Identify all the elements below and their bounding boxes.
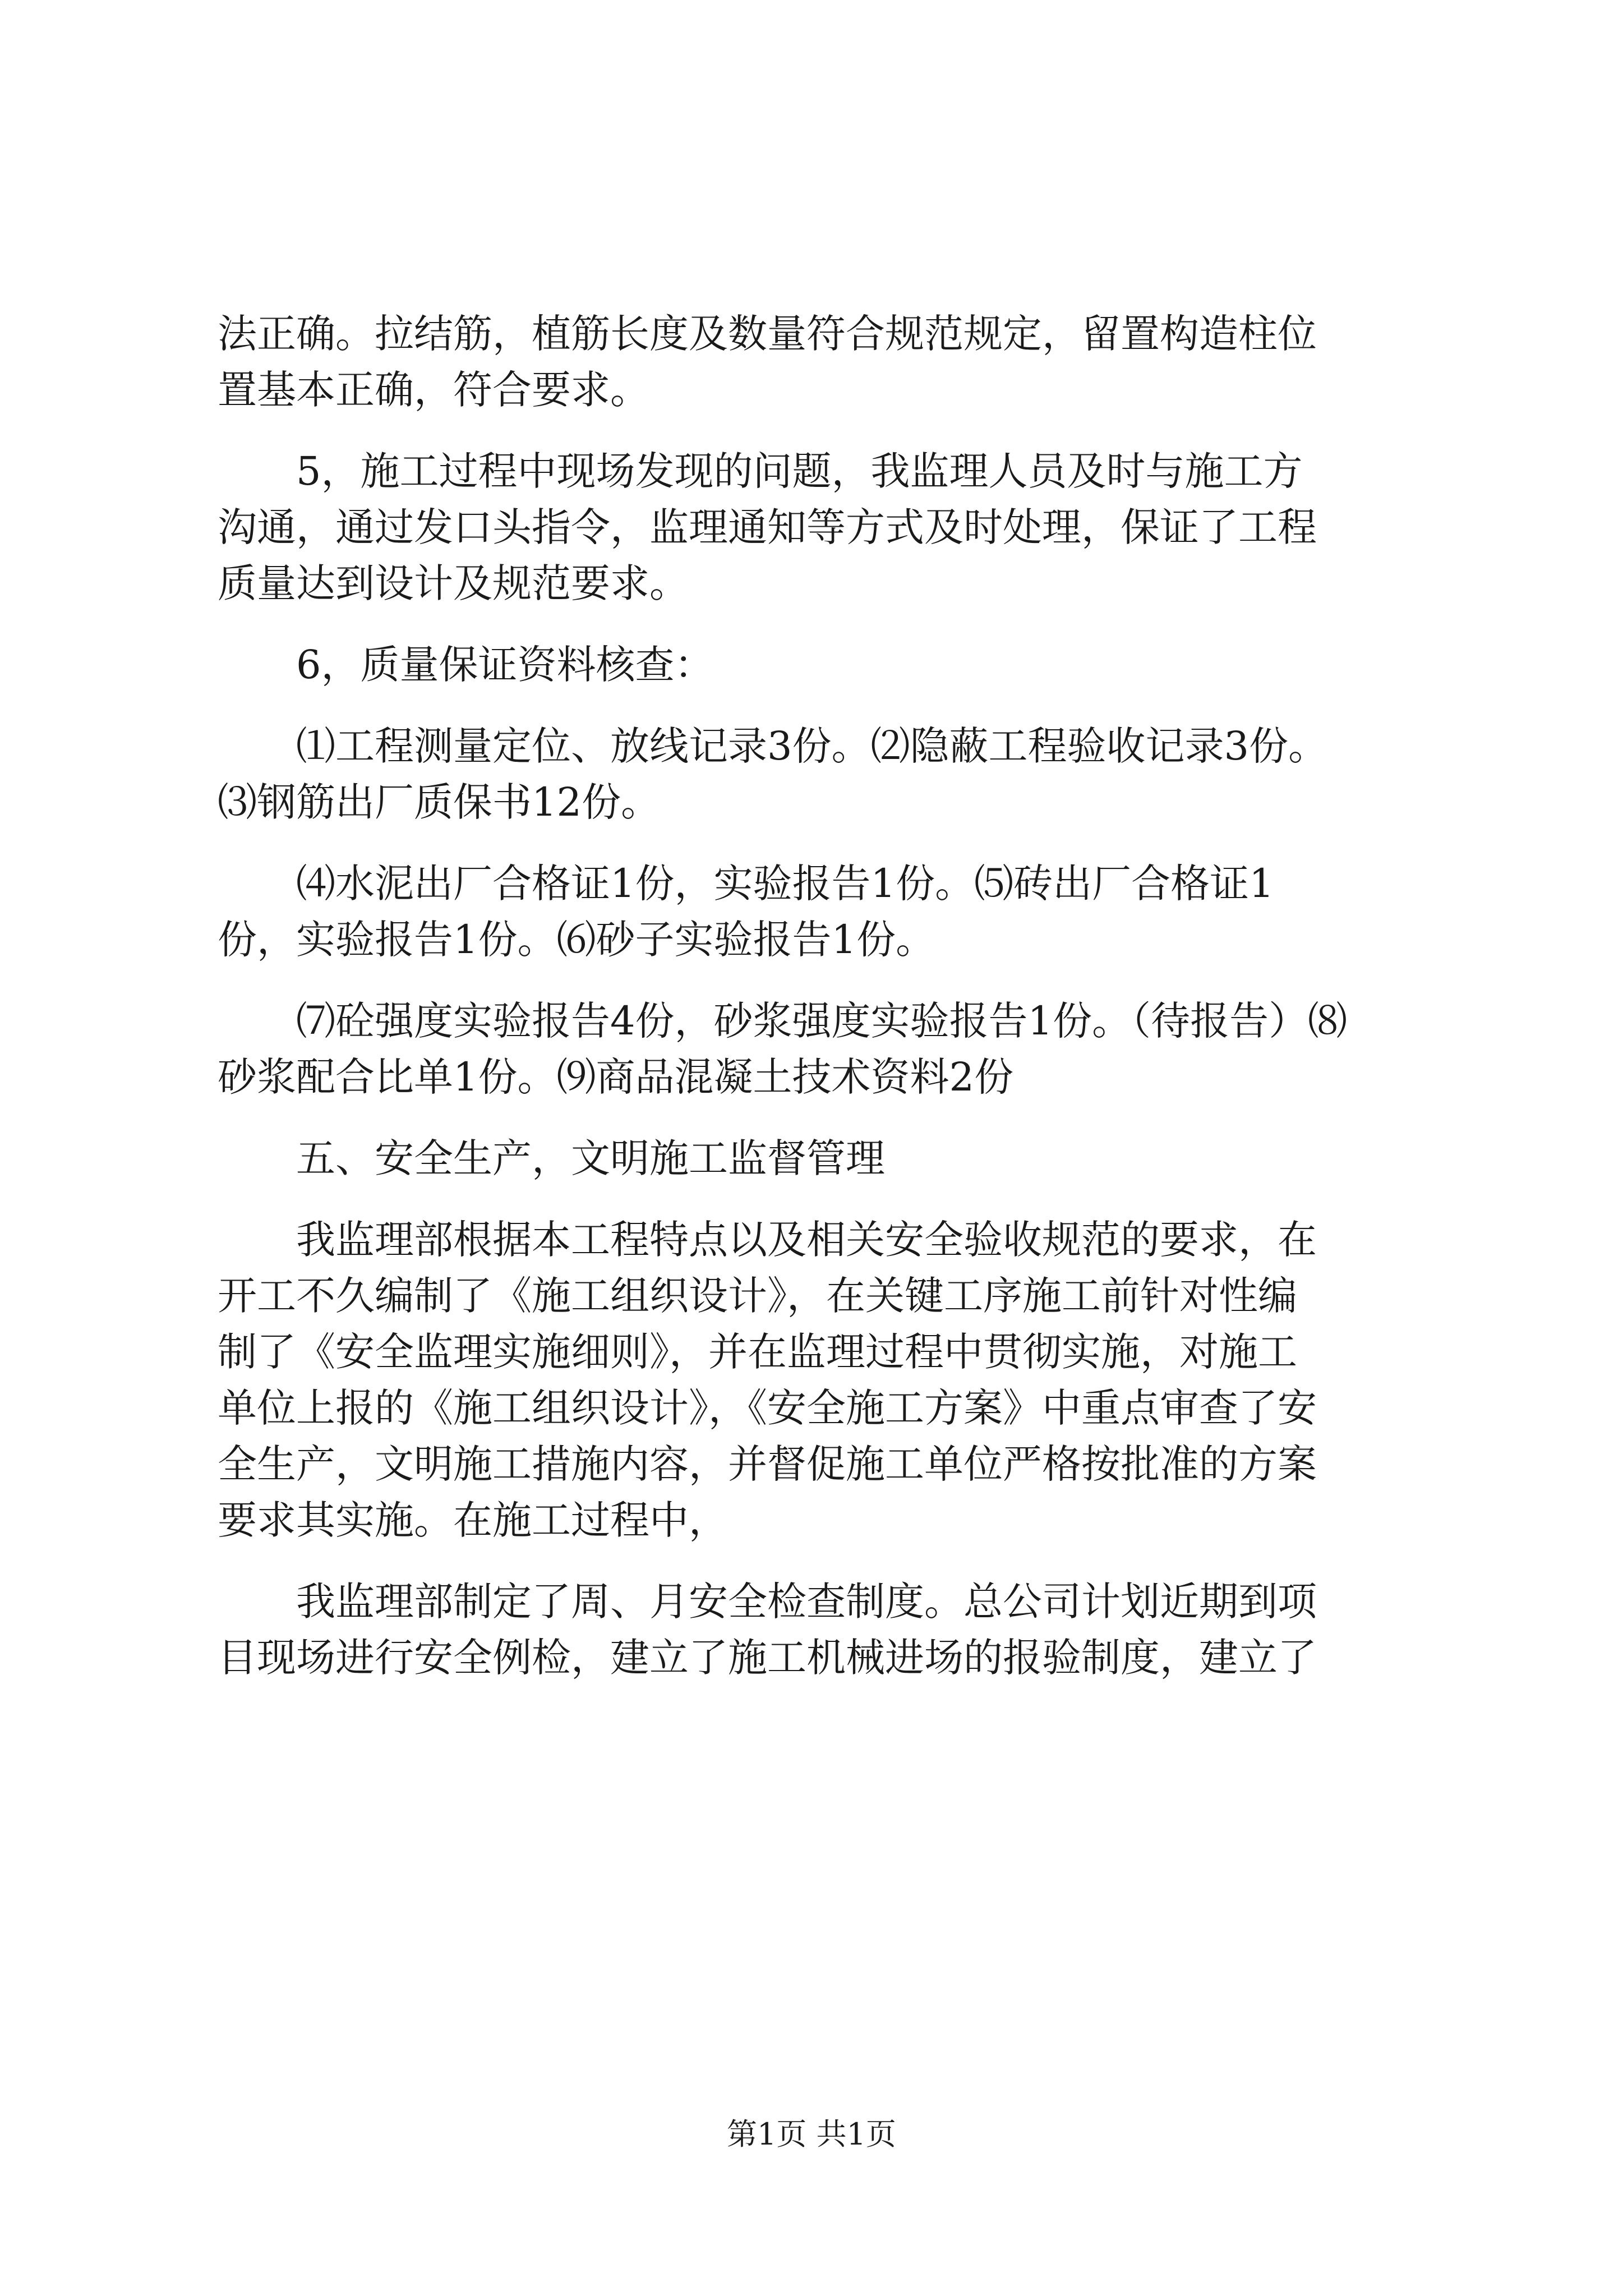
text-line: ⑴工程测量定位、放线记录3份。⑵隐蔽工程验收记录3份。 (218, 723, 1328, 769)
paragraph (218, 1573, 1440, 1686)
text-line: 份，实验报告1份。⑹砂子实验报告1份。 (218, 917, 935, 963)
paragraph (218, 1212, 1440, 1548)
text-line: 法正确。拉结筋，植筋长度及数量符合规范规定，留置构造柱位 (218, 311, 1317, 357)
text-line: 目现场进行安全例检，建立了施工机械进场的报验制度，建立了 (218, 1635, 1317, 1681)
paragraph (218, 443, 1440, 611)
document-body (218, 306, 1440, 1686)
paragraph (218, 855, 1440, 968)
paragraph (218, 637, 1440, 693)
text-line: ⑷水泥出厂合格证1份，实验报告1份。⑸砖出厂合格证1 (218, 861, 1274, 907)
text-line: 我监理部制定了周、月安全检查制度。总公司计划近期到项 (218, 1579, 1317, 1625)
text-line: ⑶钢筋出厂质保书12份。 (218, 779, 661, 825)
section-heading (218, 1130, 1440, 1186)
text-line: 单位上报的《施工组织设计》，《安全施工方案》中重点审查了安 (218, 1385, 1317, 1431)
page-footer: 第1页 共1页 (727, 2116, 896, 2152)
text-line: 我监理部根据本工程特点以及相关安全验收规范的要求，在 (218, 1217, 1317, 1263)
text-line: 五、安全生产，文明施工监督管理 (218, 1135, 885, 1181)
text-line: 6，质量保证资料核查： (218, 642, 714, 688)
text-line: 要求其实施。在施工过程中， (218, 1497, 728, 1543)
text-line: ⑺砼强度实验报告4份，砂浆强度实验报告1份。（待报告）⑻ (218, 998, 1348, 1044)
text-line: 质量达到设计及规范要求。 (218, 560, 689, 606)
text-line: 砂浆配合比单1份。⑼商品混凝土技术资料2份 (218, 1054, 1014, 1100)
text-line: 置基本正确，符合要求。 (218, 367, 649, 413)
paragraph (218, 306, 1440, 418)
text-line: 制了《安全监理实施细则》，并在监理过程中贯彻实施，对施工 (218, 1329, 1297, 1375)
text-line: 全生产，文明施工措施内容，并督促施工单位严格按批准的方案 (218, 1441, 1317, 1487)
text-line: 开工不久编制了《施工组织设计》，在关键工序施工前针对性编 (218, 1273, 1297, 1319)
paragraph (218, 993, 1440, 1105)
text-line: 沟通，通过发口头指令，监理通知等方式及时处理，保证了工程 (218, 504, 1317, 550)
text-line: 5，施工过程中现场发现的问题，我监理人员及时与施工方 (218, 448, 1303, 494)
paragraph (218, 718, 1440, 830)
